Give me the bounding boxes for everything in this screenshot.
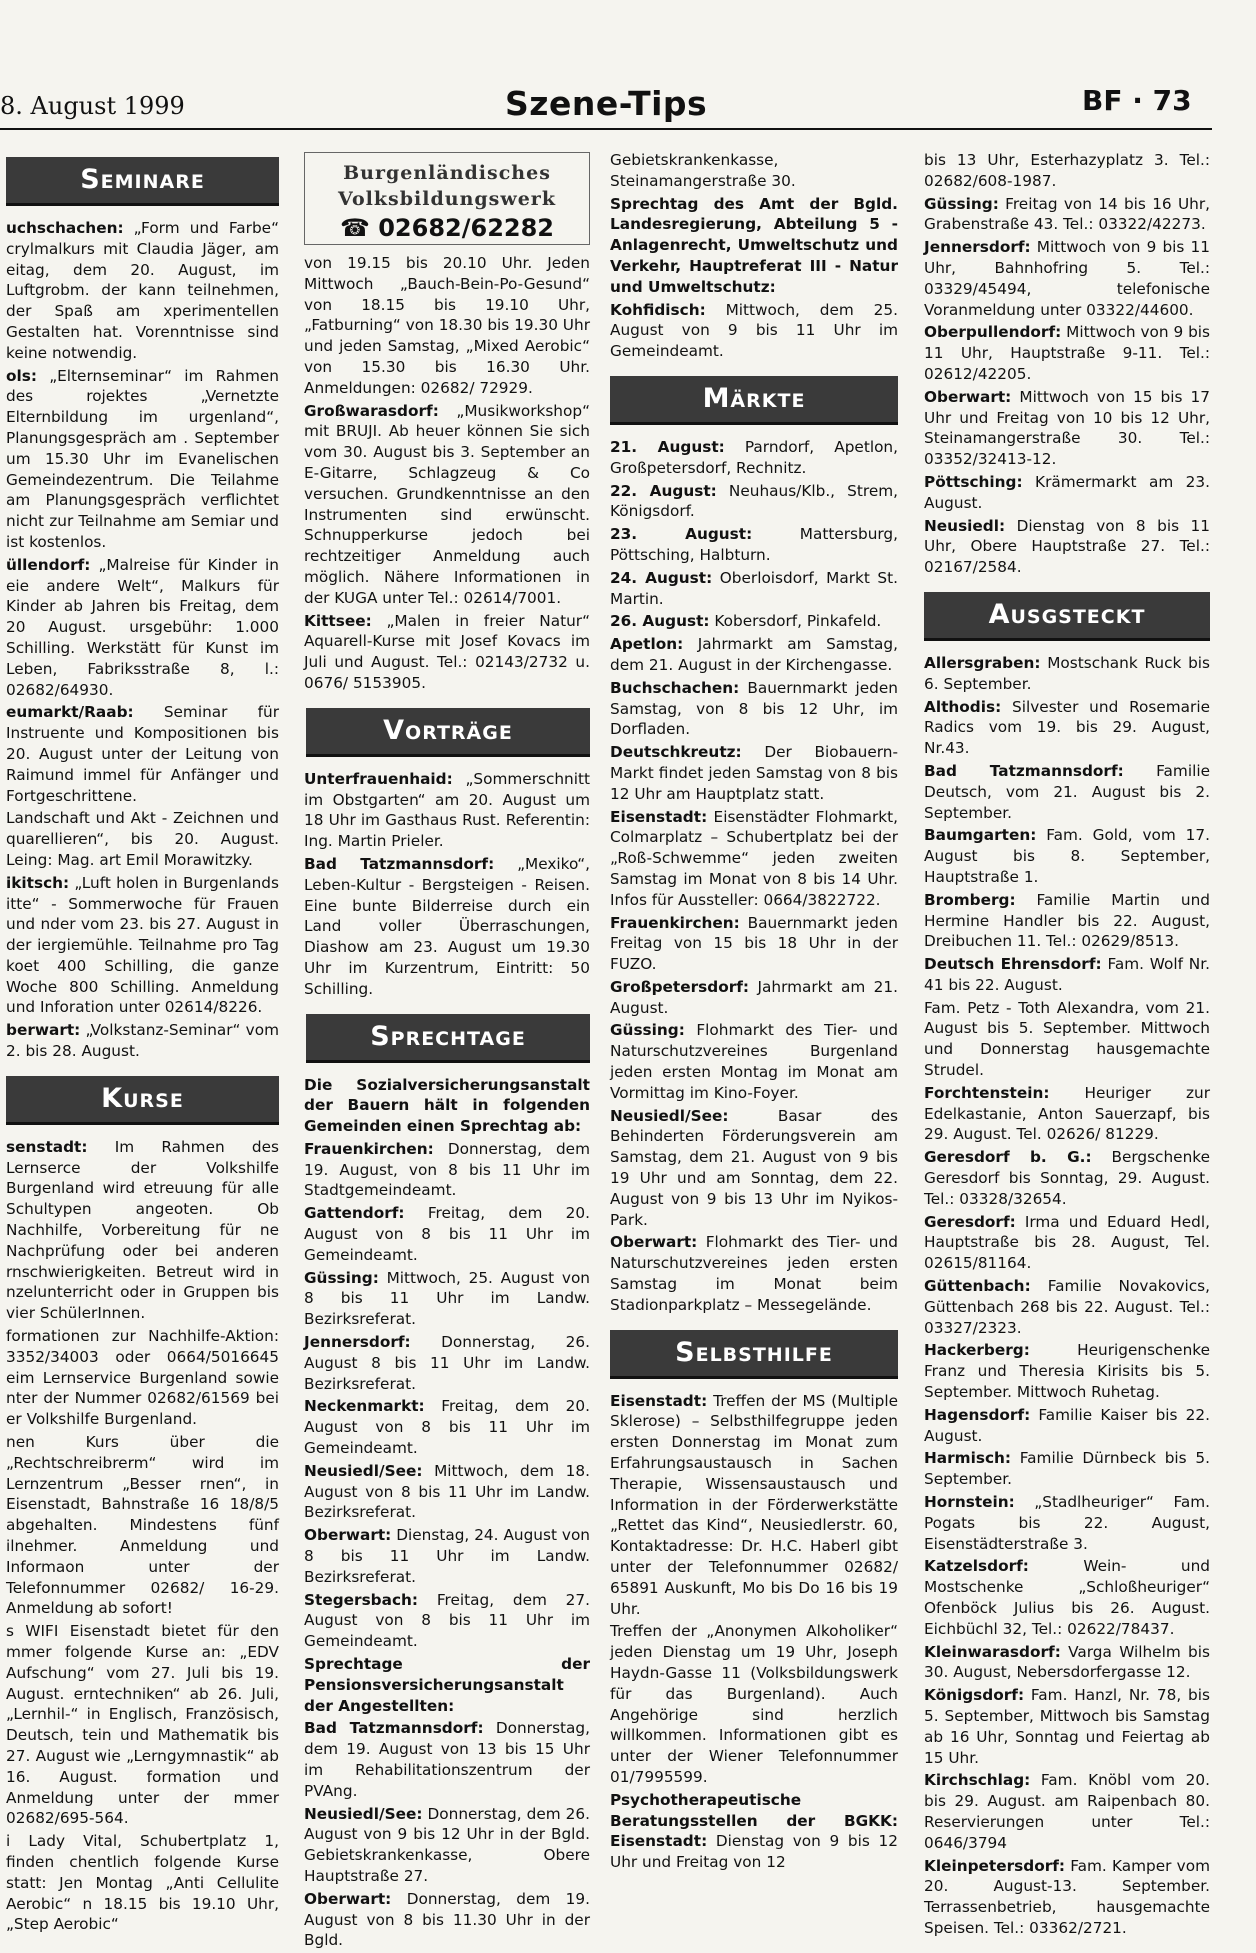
listing: Baumgarten: Fam. Gold, vom 17. August bis 8. September, Hauptstraße 1. bbox=[924, 826, 1210, 886]
listing: Neusiedl/See: Donnerstag, dem 26. August von 9 bis 12 Uhr in der Bgld. Gebietskrankenkasse, Obere Hauptstraße 27. bbox=[304, 1804, 590, 1885]
listing: Frauenkirchen: Donnerstag, dem 19. August, von 8 bis 11 Uhr im Stadtgemeindeamt. bbox=[304, 1139, 590, 1200]
listing: Deutsch Ehrensdorf: Fam. Wolf Nr. 41 bis 22. August. bbox=[924, 955, 1210, 994]
listing: Psychotherapeutische Beratungsstellen der BGKK: Eisenstadt: Dienstag von 9 bis 12 Uhr und Freitag von 12 bbox=[610, 1790, 898, 1872]
page-header bbox=[0, 0, 1256, 130]
page-number: BF · 73 bbox=[1082, 84, 1192, 117]
listing: Oberwart: Mittwoch von 15 bis 17 Uhr und Freitag von 10 bis 12 Uhr, Steinamangerstraße 30. Tel.: 03352/32413-12. bbox=[924, 387, 1210, 469]
listing: Apetlon: Jahrmarkt am Samstag, dem 21. August in der Kirchengasse. bbox=[610, 635, 898, 674]
section-header-kurse: Kurse bbox=[6, 1076, 279, 1125]
listing: Kleinpetersdorf: Fam. Kamper vom 20. August-13. September. Terrassenbetrieb, hausgemachte Speisen. Tel.: 03362/2721. bbox=[924, 1856, 1210, 1937]
listing: Königsdorf: Fam. Hanzl, Nr. 78, bis 5. September, Mittwoch bis Samstag ab 16 Uhr, Sonntag und Feiertag ab 15 Uhr. bbox=[924, 1686, 1210, 1767]
listing: 24. August: Oberloisdorf, Markt St. Martin. bbox=[610, 568, 898, 608]
section-header-seminare: Seminare bbox=[6, 157, 279, 206]
section-header-maerkte: Märkte bbox=[610, 376, 898, 425]
listing: Güttenbach: Familie Novakovics, Güttenbach 268 bis 22. August. Tel.: 03327/2323. bbox=[924, 1277, 1210, 1337]
section-header-vortraege: Vorträge bbox=[306, 708, 590, 757]
listing: berwart: „Volkstanz-Seminar“ vom 2. bis 28. August. bbox=[6, 1021, 279, 1061]
listing: nen Kurs über die „Rechtschreibrerm“ wird im Lernzentrum „Besser rnen“, in Eisenstadt, Bahnstraße 16 18/8/5 abgehalten. Mindestens fünf ilnehmer. Anmeldung und Informaon unter der Telefonnummer 02682/ 16-29. Anmeldung ab sofort! bbox=[6, 1433, 279, 1618]
listing: Großwarasdorf: „Musikworkshop“ mit BRUJI. Ab heuer können Sie sich vom 30. August bis 3. September an E-Gitarre, Schlagzeug & Co versuchen. Grundkenntnisse an den Instrumenten sind erwünscht. Schnupperkurse jedoch bei rechtzeitiger Anmeldung auch möglich. Nähere Informationen in der KUGA unter Tel.: 02614/7001. bbox=[304, 401, 590, 607]
listing: Kirchschlag: Fam. Knöbl vom 20. bis 29. August. am Raipenbach 80. Reservierungen unter Tel.: 0646/3794 bbox=[924, 1771, 1210, 1852]
listing: üllendorf: „Malreise für Kinder in eie andere Welt“, Malkurs für Kinder ab Jahren bis Freitag, dem 20 August. ursgebühr: 1.000 Schilling. Werkstätt für Kunst im Leben, Fabriksstraße 8, l.: 02682/64930. bbox=[6, 555, 279, 699]
listing-intro: Sprechtage der Pensionsversicherungsanstalt der Angestellten: bbox=[304, 1655, 590, 1715]
listing: Oberpullendorf: Mittwoch von 9 bis 11 Uhr, Hauptstraße 9-11. Tel.: 02612/42205. bbox=[924, 323, 1210, 383]
listing: Gattendorf: Freitag, dem 20. August von 8 bis 11 Uhr im Gemeindeamt. bbox=[304, 1204, 590, 1264]
listing: Neusiedl/See: Basar des Behinderten Förderungsverein am Samstag, dem 21. August von 9 bis 19 Uhr und am Sonntag, dem 22. August von 9 bis 13 Uhr im Nyikos-Park. bbox=[610, 1106, 898, 1229]
listing: Großpetersdorf: Jahrmarkt am 21. August. bbox=[610, 977, 898, 1017]
listing: senstadt: Im Rahmen des Lernserce der Volkshilfe Burgenland wird etreuung für alle Schultypen angeoten. Ob Nachhilfe, Vorbereitung für ne Nachprüfung oder bei anderen rnschwierigkeiten. Betreut wird in nzelunterricht oder in Gruppen bis vier SchülerInnen. bbox=[6, 1137, 279, 1323]
listing: Oberwart: Donnerstag, dem 19. August von 8 bis 11.30 Uhr in der Bgld. bbox=[304, 1889, 590, 1950]
column-3 bbox=[610, 150, 898, 1875]
listing: Eisenstadt: Treffen der MS (Multiple Sklerose) – Selbsthilfegruppe jeden ersten Donnerstag im Monat zum Erfahrungsaustausch in Sachen Therapie, Wissensaustausch und Information in der Förderwerkstätte „Rettet das Kind“, Neusiedlerstr. 60, Kontaktadresse: Dr. H.C. Haberl gibt unter der Telefonnummer 02682/ 65891 Auskunft, Mo bis Do 16 bis 19 Uhr. bbox=[610, 1391, 898, 1618]
listing: Jennersdorf: Mittwoch von 9 bis 11 Uhr, Bahnhofring 5. Tel.: 03329/45494, telefonische Voranmeldung unter 03322/44600. bbox=[924, 238, 1210, 319]
listing: Fam. Petz - Toth Alexandra, vom 21. August bis 5. September. Mittwoch und Donnerstag hausgemachte Strudel. bbox=[924, 998, 1210, 1080]
listing: Treffen der „Anonymen Alkoholiker“ jeden Dienstag um 19 Uhr, Joseph Haydn-Gasse 11 (Volksbildungswerk für das Burgenland). Auch Angehörige sind herzlich willkommen. Informationen gibt es unter der Wiener Telefonnummer 01/7995599. bbox=[610, 1622, 898, 1786]
listing: i Lady Vital, Schubertplatz 1, finden chentlich folgende Kurse statt: Jen Montag „Anti Cellulite Aerobic“ n 18.15 bis 19.10 Uhr, „Step Aerobic“ bbox=[6, 1832, 279, 1934]
listing: Buchschachen: Bauernmarkt jeden Samstag, von 8 bis 12 Uhr, im Dorfladen. bbox=[610, 678, 898, 739]
listing: Bad Tatzmannsdorf: „Mexiko“, Leben-Kultur - Bergsteigen - Reisen. Eine bunte Bilderreise durch ein Land voller Überraschungen, Diashow am 23. August um 19.30 Uhr im Kurzentrum, Eintritt: 50 Schilling. bbox=[304, 854, 590, 998]
listing: Hackerberg: Heurigenschenke Franz und Theresia Kirisits bis 5. September. Mittwoch Ruhetag. bbox=[924, 1341, 1210, 1402]
listing: uchschachen: „Form und Farbe“ crylmalkurs mit Claudia Jäger, am eitag, dem 20. August, im Luftgrobm. der kann teilnehmen, der Spaß am xperimentellen Gestalten hat. Vorenntnisse sind keine notwendig. bbox=[6, 219, 279, 362]
listing: Unterfrauenhaid: „Sommerschnitt im Obstgarten“ am 20. August um 18 Uhr im Gasthaus Rust. Referentin: Ing. Martin Prieler. bbox=[304, 769, 590, 851]
vhs-phone: ☎ 02682/62282 bbox=[339, 214, 554, 242]
listing: Bromberg: Familie Martin und Hermine Handler bis 22. August, Dreibuchen 11. Tel.: 02629/8513. bbox=[924, 890, 1210, 951]
listing: Bad Tatzmannsdorf: Familie Deutsch, vom 21. August bis 2. September. bbox=[924, 761, 1210, 822]
listing: Katzelsdorf: Wein- und Mostschenke „Schloßheuriger“ Ofenböck Julius bis 26. August. Eichbüchl 32, Tel.: 02622/78437. bbox=[924, 1557, 1210, 1638]
section-header-sprechtage: Sprechtage bbox=[306, 1014, 590, 1063]
issue-date: 8. August 1999 bbox=[0, 92, 185, 120]
listing: Harmisch: Familie Dürnbeck bis 5. September. bbox=[924, 1449, 1210, 1489]
section-header-ausgsteckt: Ausgsteckt bbox=[924, 592, 1210, 641]
listing: 26. August: Kobersdorf, Pinkafeld. bbox=[610, 612, 882, 631]
listing: 22. August: Neuhaus/Klb., Strem, Königsdorf. bbox=[610, 481, 898, 521]
listing: Oberwart: Dienstag, 24. August von 8 bis 11 Uhr im Landw. Bezirksreferat. bbox=[304, 1526, 590, 1586]
listing: Neusiedl/See: Mittwoch, dem 18. August von 8 bis 11 Uhr im Landw. Bezirksreferat. bbox=[304, 1461, 590, 1522]
listing: Neusiedl: Dienstag von 8 bis 11 Uhr, Obere Hauptstraße 27. Tel.: 02167/2584. bbox=[924, 516, 1210, 577]
listing: Kleinwarasdorf: Varga Wilhelm bis 30. August, Nebersdorfergasse 12. bbox=[924, 1642, 1210, 1682]
listing-intro: Sprechtag des Amt der Bgld. Landesregierung, Abteilung 5 - Anlagenrecht, Umweltschutz und Verkehr, Hauptreferat III - Natur und Umweltschutz: bbox=[610, 194, 898, 296]
listing: Deutschkreutz: Der Biobauern-Markt findet jeden Samstag von 8 bis 12 Uhr am Hauptplatz statt. bbox=[610, 743, 898, 803]
listing: Geresdorf: Irma und Eduard Hedl, Hauptstraße bis 28. August, Tel. 02615/81164. bbox=[924, 1212, 1210, 1273]
listing: Güssing: Freitag von 14 bis 16 Uhr, Grabenstraße 43. Tel.: 03322/42273. bbox=[924, 194, 1210, 234]
listing: ols: „Elternseminar“ im Rahmen des rojektes „Vernetzte Elternbildung im urgenland“, Planungsgespräch am . September um 15.30 Uhr im Evanelischen Gemeindezentrum. Die Teilahme am Planungsgespräch verflichtet nicht zur Teilnahme am Semiar und ist kostenlos. bbox=[6, 366, 279, 551]
listing: Stegersbach: Freitag, dem 27. August von 8 bis 11 Uhr im Gemeindeamt. bbox=[304, 1590, 590, 1651]
listing: Eisenstadt: Eisenstädter Flohmarkt, Colmarplatz – Schubertplatz bei der „Roß-Schwemme“ jeden zweiten Samstag im Monat von 8 bis 14 Uhr. Infos für Aussteller: 0664/3822722. bbox=[610, 807, 898, 909]
vhs-name-line-2: Volksbildungswerk bbox=[338, 188, 556, 210]
listing: Landschaft und Akt - Zeichnen und quarellieren“, bis 20. August. Leing: Mag. art Emil Morawitzky. bbox=[6, 809, 279, 869]
listing: Hornstein: „Stadlheuriger“ Fam. Pogats bis 22. August, Eisenstädterstraße 3. bbox=[924, 1493, 1210, 1553]
section-header-selbsthilfe: Selbsthilfe bbox=[610, 1330, 898, 1379]
page-title: Szene-Tips bbox=[505, 84, 708, 123]
vhs-name-line-1: Burgenländisches bbox=[343, 162, 551, 184]
column-2 bbox=[304, 150, 590, 1953]
listing: formationen zur Nachhilfe-Aktion: 3352/34003 oder 0664/5016645 eim Lernservice Burgenland sowie nter der Nummer 02682/61569 bei er Volkshilfe Burgenland. bbox=[6, 1327, 279, 1429]
volksbildungswerk-box bbox=[304, 152, 590, 245]
header-rule bbox=[0, 128, 1212, 130]
listing: Pöttsching: Krämermarkt am 23. August. bbox=[924, 472, 1210, 512]
listing: bis 13 Uhr, Esterhazyplatz 3. Tel.: 02682/608-1987. bbox=[924, 151, 1210, 190]
listing: Geresdorf b. G.: Bergschenke Geresdorf bis Sonntag, 29. August. Tel.: 03328/32654. bbox=[924, 1148, 1210, 1208]
listing: Hagensdorf: Familie Kaiser bis 22. August. bbox=[924, 1405, 1210, 1445]
listing: Althodis: Silvester und Rosemarie Radics vom 19. bis 29. August, Nr.43. bbox=[924, 697, 1210, 758]
listing: 21. August: Parndorf, Apetlon, Großpetersdorf, Rechnitz. bbox=[610, 437, 898, 477]
listing: ikitsch: „Luft holen in Burgenlands itte“ - Sommerwoche für Frauen und nder vom 23. bis 27. August in der iergiemühle. Teilnahme pro Tag koet 400 Schilling, die ganze Woche 800 Schilling. Anmeldung und Inforation unter 02614/8226. bbox=[6, 873, 279, 1017]
column-1 bbox=[6, 150, 279, 1937]
listing: von 19.15 bis 20.10 Uhr. Jeden Mittwoch „Bauch-Bein-Po-Gesund“ von 18.15 bis 19.10 Uhr, „Fatburning“ von 18.30 bis 19.30 Uhr und jeden Samstag, „Mixed Aerobic“ von 15.30 bis 16.30 Uhr. Anmeldungen: 02682/ 72929. bbox=[304, 254, 590, 397]
listing: Gebietskrankenkasse, Steinamangerstraße 30. bbox=[610, 151, 796, 190]
listing: Oberwart: Flohmarkt des Tier- und Naturschutzvereines jeden ersten Samstag im Monat beim Stadionparkplatz – Messegelände. bbox=[610, 1233, 898, 1314]
listing: Frauenkirchen: Bauernmarkt jeden Freitag von 15 bis 18 Uhr in der FUZO. bbox=[610, 913, 898, 974]
listing: Kohfidisch: Mittwoch, dem 25. August von 9 bis 11 Uhr im Gemeindeamt. bbox=[610, 300, 898, 361]
listing: eumarkt/Raab: Seminar für Instruente und Kompositionen bis 20. August unter der Leitung von Raimund immel für Anfänger und Fortgeschrittene. bbox=[6, 703, 279, 805]
column-4 bbox=[924, 150, 1210, 1941]
listing: 23. August: Mattersburg, Pöttsching, Halbturn. bbox=[610, 525, 898, 564]
listing: Jennersdorf: Donnerstag, 26. August 8 bis 11 Uhr im Landw. Bezirksreferat. bbox=[304, 1333, 590, 1393]
listing: Bad Tatzmannsdorf: Donnerstag, dem 19. August von 13 bis 15 Uhr im Rehabilitationszentrum der PVAng. bbox=[304, 1719, 590, 1800]
listing: Forchtenstein: Heuriger zur Edelkastanie, Anton Sauerzapf, bis 29. August. Tel. 02626/ 81229. bbox=[924, 1083, 1210, 1144]
listing: Kittsee: „Malen in freier Natur“ Aquarell-Kurse mit Josef Kovacs im Juli und August. Tel.: 02143/2732 u. 0676/ 5153905. bbox=[304, 611, 590, 692]
listing: Neckenmarkt: Freitag, dem 20. August von 8 bis 11 Uhr im Gemeindeamt. bbox=[304, 1397, 590, 1458]
listing: s WIFI Eisenstadt bietet für den mmer folgende Kurse an: „EDV Aufschung“ vom 27. Juli bis 19. August. erntechniken“ ab 26. Juli, „Lernhil-“ in Englisch, Französisch, Deutsch, tein und Mathematik bis 27. August wie „Lerngymnastik“ ab 16. August. formation und Anmeldung unter der mmer 02682/695-564. bbox=[6, 1622, 279, 1828]
listing-intro: Die Sozialversicherungsanstalt der Bauern hält in folgenden Gemeinden einen Sprechtag ab: bbox=[304, 1075, 590, 1136]
listing: Güssing: Flohmarkt des Tier- und Naturschutzvereines Burgenland jeden ersten Montag im Monat am Vormittag im Kino-Foyer. bbox=[610, 1021, 898, 1102]
listing: Güssing: Mittwoch, 25. August von 8 bis 11 Uhr im Landw. Bezirksreferat. bbox=[304, 1268, 590, 1329]
listing: Allersgraben: Mostschank Ruck bis 6. September. bbox=[924, 653, 1210, 693]
